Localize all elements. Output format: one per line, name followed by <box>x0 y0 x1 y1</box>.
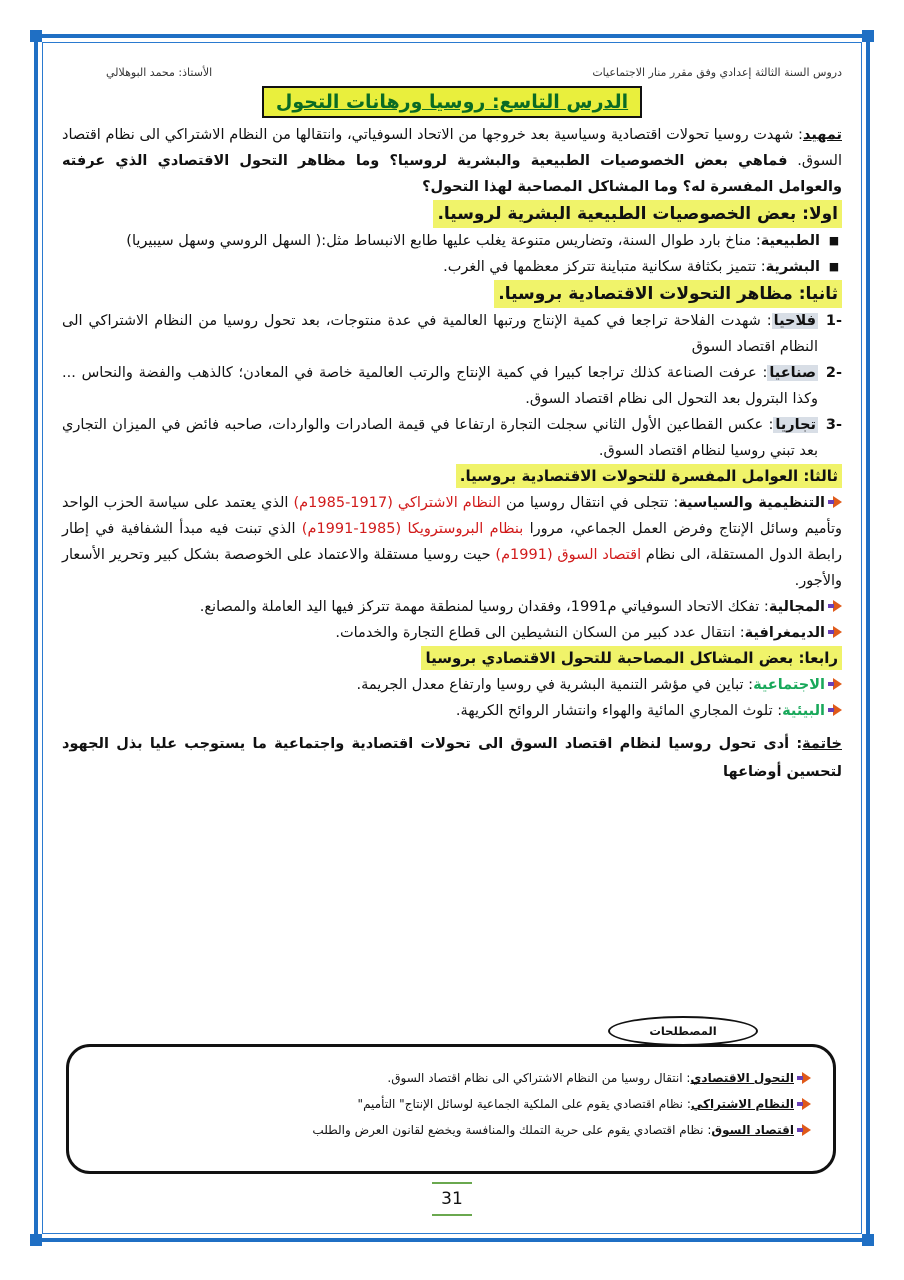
term-item: التحول الاقتصادي: انتقال روسيا من النظام الاشتراكي الى نظام اقتصاد السوق. <box>87 1065 811 1091</box>
lesson-title: الدرس التاسع: روسيا ورهانات التحول <box>262 86 642 118</box>
page-header <box>62 62 842 84</box>
list-item: ■ البشرية: تتميز بكثافة سكانية متباينة تتركز معظمها في الغرب. <box>62 254 842 280</box>
corner-ornament <box>862 30 874 42</box>
corner-ornament <box>862 1234 874 1246</box>
intro-label: تمهيد <box>802 127 842 143</box>
factor-demographic: الديمغرافية: انتقال عدد كبير من السكان النشيطين الى قطاع التجارة والخدمات. <box>62 620 842 646</box>
term-item: اقتصاد السوق: نظام اقتصادي يقوم على حرية التملك والمنافسة ويخضع لقانون العرض والطلب <box>87 1117 811 1143</box>
arrow-bullet-icon <box>797 1097 811 1111</box>
arrow-bullet-icon <box>828 625 842 639</box>
intro-paragraph: تمهيد: شهدت روسيا تحولات اقتصادية وسياسية بعد خروجها من الاتحاد السوفياتي، وانتقالها من النظام الاشتراكي الى نظام اقتصاد السوق. فماهي بعض الخصوصيات الطبيعية والبشرية لروسيا؟ وما مظاهر التحول الاقتصادي الذي عرفته والعوامل المفسرة له؟ وما المشاكل المصاحبة لهذا التحول؟ <box>62 127 842 195</box>
section-heading-1: اولا: بعض الخصوصيات الطبيعية البشرية لروسيا. <box>433 200 842 228</box>
factor-spatial: المجالية: تفكك الاتحاد السوفياتي م1991، وفقدان روسيا لمنطقة مهمة تتركز فيها اليد العاملة والمصانع. <box>62 594 842 620</box>
arrow-bullet-icon <box>797 1123 811 1137</box>
section-heading-2: ثانيا: مظاهر التحولات الاقتصادية بروسيا. <box>494 280 842 308</box>
list-item: -3 تجاريا: عكس القطاعين الأول الثاني سجلت التجارة ارتفاعا في قيمة الصادرات والواردات، صاحبه فائض في الميزان التجاري بعد تبني روسيا لنظام اقتصاد السوق. <box>62 417 842 459</box>
section-heading-3: ثالثا: العوامل المفسرة للتحولات الاقتصادية بروسيا. <box>456 464 842 488</box>
problem-environmental: البيئية: تلوث المجاري المائية والهواء وانتشار الروائح الكريهة. <box>62 698 842 724</box>
conclusion: خاتمة: أدى تحول روسيا لنظام اقتصاد السوق الى تحولات اقتصادية واجتماعية ما يستوجب عليا بذل الجهود لتحسين أوضاعها <box>62 736 842 780</box>
square-bullet-icon: ■ <box>828 260 840 273</box>
list-item: -1 فلاحيا: شهدت الفلاحة تراجعا في كمية الإنتاج ورتبها العالمية في عدة منتوجات، بعد تحول روسيا من النظام الاشتراكي الى النظام اقتصاد السوق <box>62 313 842 355</box>
problem-social: الاجتماعية: تباين في مؤشر التنمية البشرية في روسيا وارتفاع معدل الجريمة. <box>62 672 842 698</box>
factor-organizational: التنظيمية والسياسية: تتجلى في انتقال روسيا من النظام الاشتراكي (1917-1985م) الذي يعتمد على سياسة الحزب الواحد وتأميم وسائل الإنتاج وفرض العمل الجماعي، مرورا بنظام البروسترويكا (1985-1991م) الذي تبنت فيه مبدأ الشفافية في إطار رابطة الدول المستقلة، الى نظام اقتصاد السوق (1991م) حيت روسيا مستقلة والاعتماد على الخوصصة بشكل كبير وتحرير الأسعار والأجور. <box>62 495 843 589</box>
arrow-bullet-icon <box>828 599 842 613</box>
term-item: النظام الاشتراكي: نظام اقتصادي يقوم على الملكية الجماعية لوسائل الإنتاج" التأميم" <box>87 1091 811 1117</box>
arrow-bullet-icon <box>828 495 842 509</box>
list-item: ■ الطبيعية: مناخ بارد طوال السنة، وتضاريس متنوعة يغلب عليها طابع الانبساط مثل:( السهل الروسي وسهل سيبيريا) <box>62 228 842 254</box>
terms-heading: المصطلحات <box>608 1016 758 1046</box>
section-heading-4: رابعا: بعض المشاكل المصاحبة للتحول الاقتصادي بروسيا <box>421 646 842 670</box>
arrow-bullet-icon <box>797 1071 811 1085</box>
arrow-bullet-icon <box>828 677 842 691</box>
page-number: 31 <box>432 1182 472 1212</box>
course-title: دروس السنة الثالثة إعدادي وفق مقرر منار الاجتماعيات <box>592 66 842 79</box>
square-bullet-icon: ■ <box>828 234 840 247</box>
terms-box <box>66 1044 836 1174</box>
teacher-name: الأستاذ: محمد البوهلالي <box>106 66 213 79</box>
lesson-content <box>62 86 842 786</box>
corner-ornament <box>30 30 42 42</box>
intro-questions: فماهي بعض الخصوصيات الطبيعية والبشرية لروسيا؟ وما مظاهر التحول الاقتصادي الذي عرفته والعوامل المفسرة له؟ وما المشاكل المصاحبة لهذا التحول؟ <box>62 153 842 195</box>
arrow-bullet-icon <box>828 703 842 717</box>
list-item: -2 صناعيا: عرفت الصناعة كذلك تراجعا كبيرا في كمية الإنتاج والرتب العالمية خاصة في المعادن؛ كالذهب والفضة والنحاس ... وكذا البترول بعد التحول الى نظام اقتصاد السوق. <box>62 365 842 407</box>
corner-ornament <box>30 1234 42 1246</box>
